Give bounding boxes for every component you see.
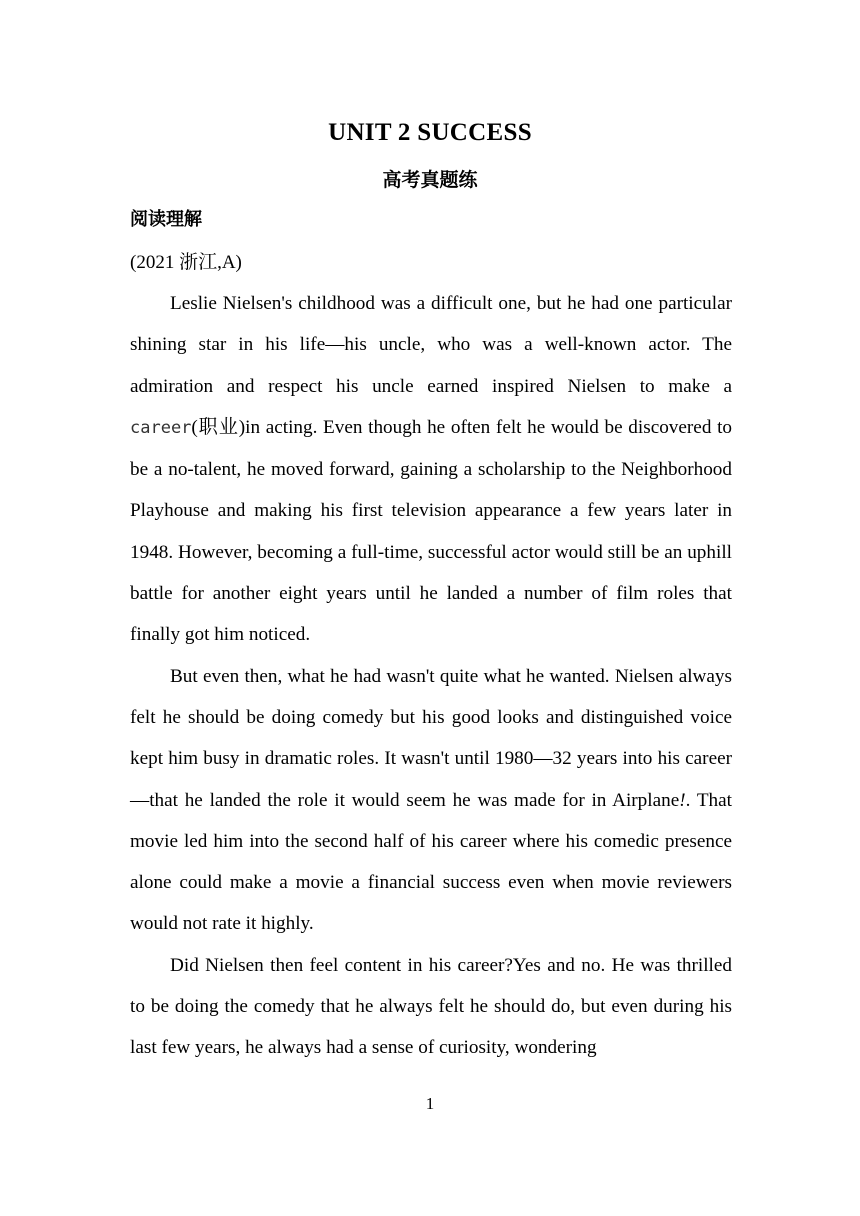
paragraph-1-text-a: Leslie Nielsen's childhood was a difficult one, but he had one particular shining star in his life—his uncle, who was a well-known actor. The admiration and respect his uncle earned inspired Nielsen to make a — [130, 293, 732, 397]
paragraph-3-text: Did Nielsen then feel content in his career?Yes and no. He was thrilled to be doing the comedy that he always felt he should do, but even during his last few years, he always had a sense of curiosity, wondering — [130, 954, 732, 1059]
reading-passage — [130, 283, 732, 1069]
paragraph-1-text-b: (职业)in acting. Even though he often felt he would be discovered to be a no-talent, he moved forward, gaining a scholarship to the Neighborhood Playhouse and making his first television appearance a few years later in 1948. However, becoming a full-time, successful actor would still be an uphill battle for another eight years until he landed a number of film roles that finally got him noticed. — [130, 416, 732, 646]
paragraph-1-mono-word: career — [130, 417, 192, 438]
paragraph-2-italic-mark: ! — [679, 789, 686, 811]
exercise-subtitle: 高考真题练 — [382, 169, 478, 191]
paragraph-2-text-b: . That movie led him into the second half of his career where his comedic presence alone could make a movie a financial success even when movie reviewers would not rate it highly. — [130, 789, 732, 935]
paragraph-1 — [130, 283, 732, 656]
paragraph-2-text-a: But even then, what he had wasn't quite what he wanted. Nielsen always felt he should be doing comedy but his good looks and distinguished voice kept him busy in dramatic roles. It wasn't until 1980—32 years into his career—that he landed the role it would seem he was made for in Airplane — [130, 665, 732, 811]
section-label: 阅读理解 — [130, 209, 202, 230]
paragraph-3 — [130, 945, 732, 1069]
page-number: 1 — [425, 1094, 435, 1113]
unit-title: UNIT 2 SUCCESS — [328, 119, 532, 146]
source-citation: (2021 浙江,A) — [130, 252, 242, 273]
paragraph-2 — [130, 656, 732, 945]
